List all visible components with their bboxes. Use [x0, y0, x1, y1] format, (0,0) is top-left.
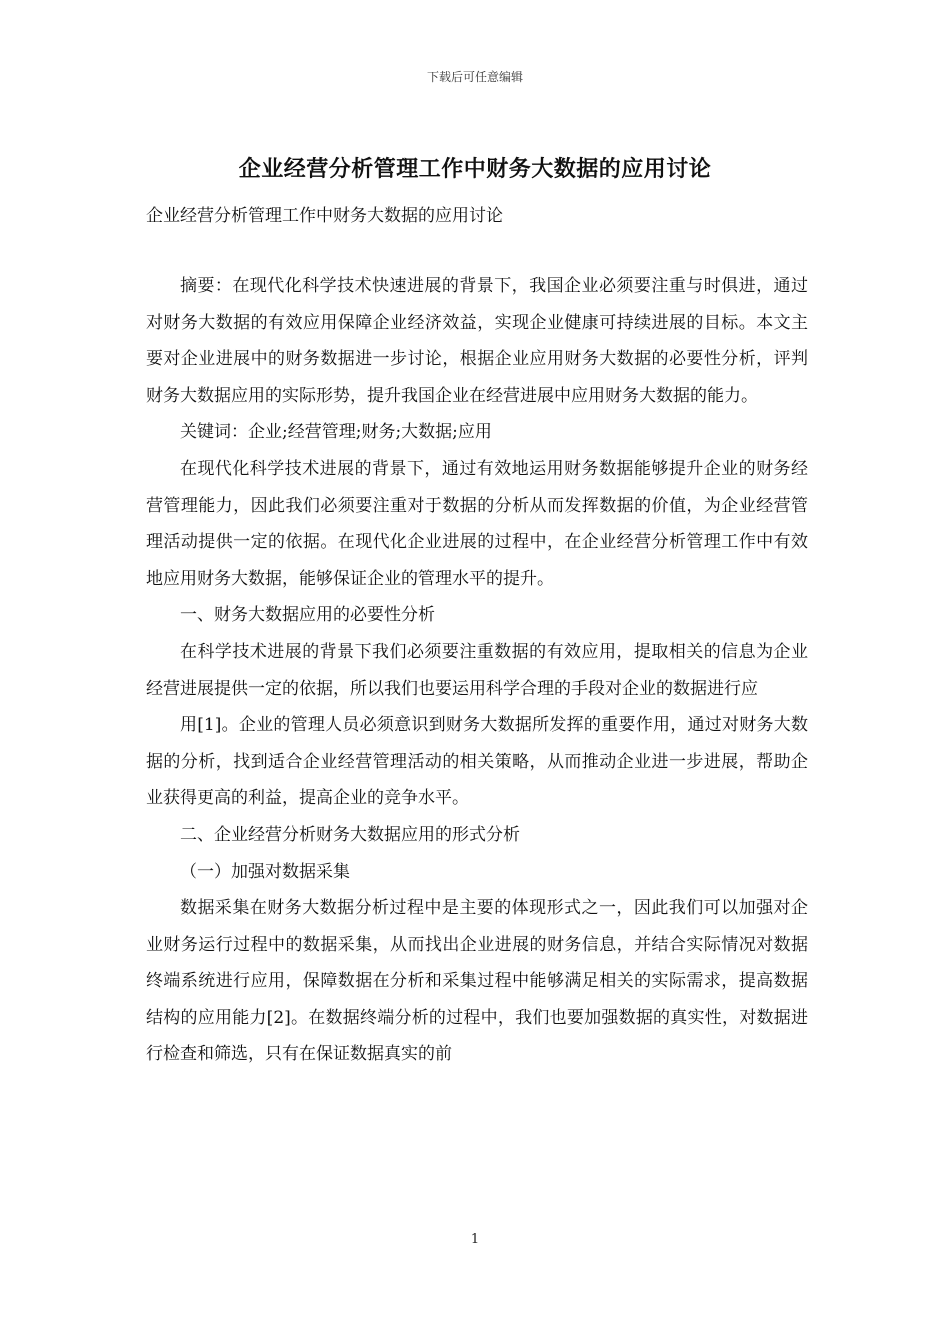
subsection-heading-2-1: （一）加强对数据采集 — [180, 861, 350, 882]
document-title: 企业经营分析管理工作中财务大数据的应用讨论 — [238, 156, 712, 182]
intro-paragraph: 在现代化科学技术进展的背景下，通过有效地运用财务数据能够提升企业的财务经营管理能力，因此我们必须要注重对于数据的分析从而发挥数据的价值，为企业经营管理活动提供一定的依据。在现代化企业进展的过程中，在企业经营分析管理工作中有效地应用财务大数据，能够保证企业的管理水平的提升。 — [146, 458, 808, 589]
section-heading-2: 二、企业经营分析财务大数据应用的形式分析 — [180, 824, 520, 845]
section-heading-1: 一、财务大数据应用的必要性分析 — [180, 605, 435, 626]
section-1-paragraph-b: 用[1]。企业的管理人员必须意识到财务大数据所发挥的重要作用，通过对财务大数据的分析，找到适合企业经营管理活动的相关策略，从而推动企业进一步进展，帮助企业获得更高的利益，提高企业的竞争水平。 — [146, 715, 808, 809]
abstract-paragraph: 摘要：在现代化科学技术快速进展的背景下，我国企业必须要注重与时俱进，通过对财务大数据的有效应用保障企业经济效益，实现企业健康可持续进展的目标。本文主要对企业进展中的财务数据进一步讨论，根据企业应用财务大数据的必要性分析，评判财务大数据应用的实际形势，提升我国企业在经营进展中应用财务大数据的能力。 — [146, 276, 808, 406]
document-subtitle: 企业经营分析管理工作中财务大数据的应用讨论 — [146, 206, 503, 226]
page-number: 1 — [470, 1232, 480, 1247]
document-body — [146, 268, 808, 1073]
keywords-paragraph: 关键词：企业;经营管理;财务;大数据;应用 — [180, 422, 492, 443]
page-header-note: 下载后可任意编辑 — [426, 70, 523, 84]
section-1-paragraph-a: 在科学技术进展的背景下我们必须要注重数据的有效应用，提取相关的信息为企业经营进展提供一定的依据，所以我们也要运用科学合理的手段对企业的数据进行应 — [146, 641, 808, 699]
section-2-1-paragraph: 数据采集在财务大数据分析过程中是主要的体现形式之一，因此我们可以加强对企业财务运行过程中的数据采集，从而找出企业进展的财务信息，并结合实际情况对数据终端系统进行应用，保障数据在分析和采集过程中能够满足相关的实际需求，提高数据结构的应用能力[2]。在数据终端分析的过程中，我们也要加强数据的真实性，对数据进行检查和筛选，只有在保证数据真实的前 — [146, 898, 808, 1065]
